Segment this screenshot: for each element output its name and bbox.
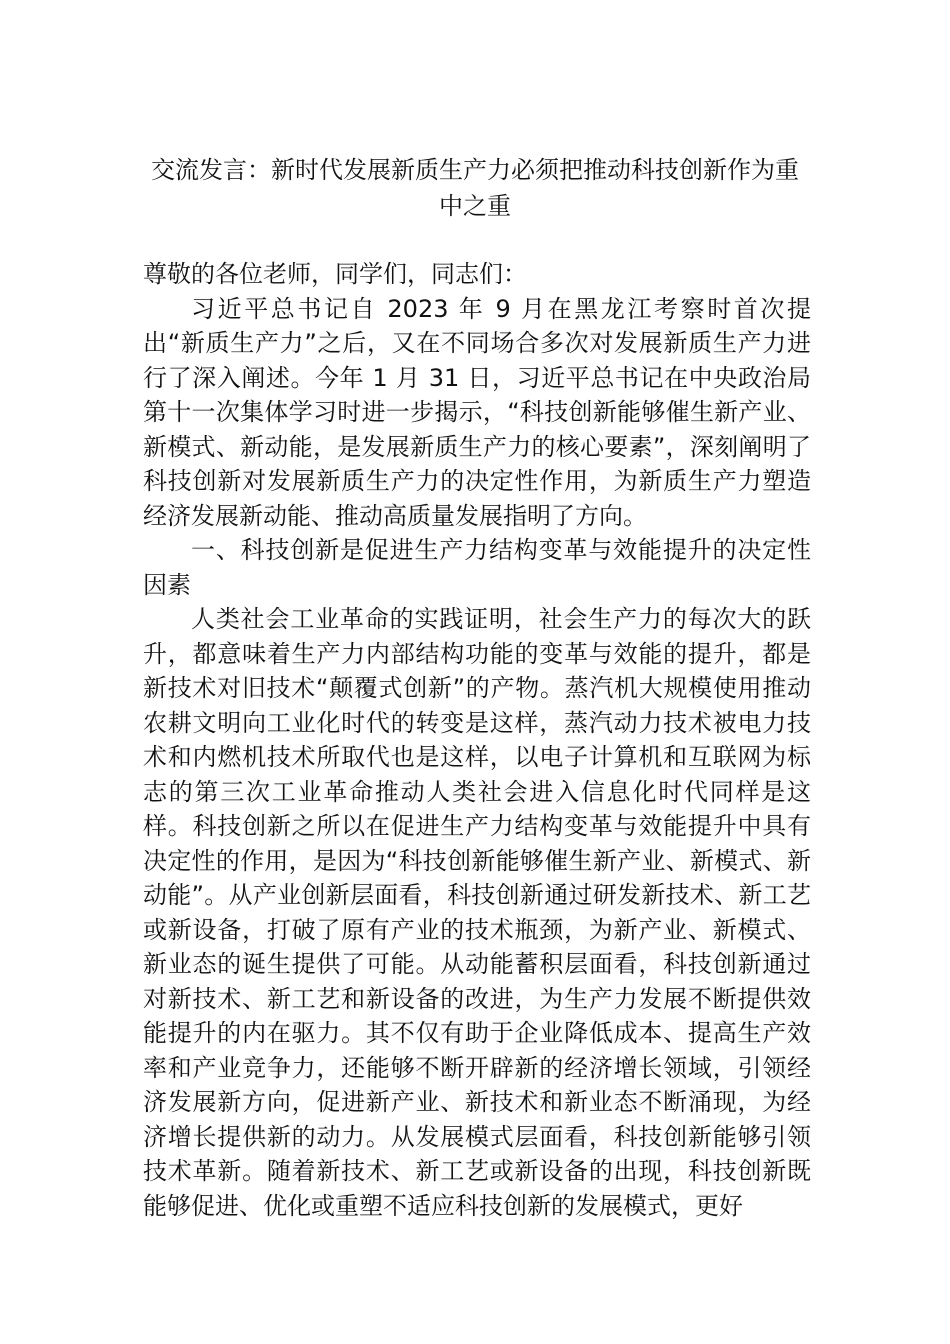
- section-heading-1: 一、科技创新是促进生产力结构变革与效能提升的决定性因素: [143, 536, 811, 599]
- paragraph-section-1: 人类社会工业革命的实践证明，社会生产力的每次大的跃升，都意味着生产力内部结构功能的变革与效能的提升，都是新技术对旧技术“颠覆式创新”的产物。蒸汽机大规模使用推动农耕文明向工业化时代的转变是这样，蒸汽动力技术被电力技术和内燃机技术所取代也是这样，以电子计算机和互联网为标志的第三次工业革命推动人类社会进入信息化时代同样是这样。科技创新之所以在促进生产力结构变革与效能提升中具有决定性的作用，是因为“科技创新能够催生新产业、新模式、新动能”。从产业创新层面看，科技创新通过研发新技术、新工艺或新设备，打破了原有产业的技术瓶颈，为新产业、新模式、新业态的诞生提供了可能。从动能蓄积层面看，科技创新通过对新技术、新工艺和新设备的改进，为生产力发展不断提供效能提升的内在驱力。其不仅有助于企业降低成本、提高生产效率和产业竞争力，还能够不断开辟新的经济增长领域，引领经济发展新方向，促进新产业、新技术和新业态不断涌现，为经济增长提供新的动力。从发展模式层面看，科技创新能够引领技术革新。随着新技术、新工艺或新设备的出现，科技创新既能够促进、优化或重塑不适应科技创新的发展模式，更好: [143, 605, 811, 1220]
- document-title: 交流发言：新时代发展新质生产力必须把推动科技创新作为重中之重: [151, 156, 799, 220]
- salutation: 尊敬的各位老师，同学们，同志们：: [143, 260, 527, 288]
- document-body: [143, 257, 811, 1223]
- paragraph-intro: 习近平总书记自 2023 年 9 月在黑龙江考察时首次提出“新质生产力”之后，又在不同场合多次对发展新质生产力进行了深入阐述。今年 1 月 31 日，习近平总书记在中央政治局第十一次集体学习时进一步揭示，“科技创新能够催生新产业、新模式、新动能，是发展新质生产力的核心要素”，深刻阐明了科技创新对发展新质生产力的决定性作用，为新质生产力塑造经济发展新动能、推动高质量发展指明了方向。: [143, 294, 811, 530]
